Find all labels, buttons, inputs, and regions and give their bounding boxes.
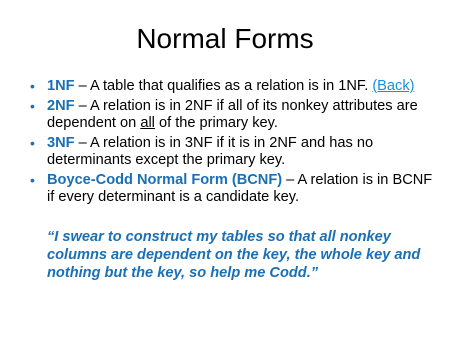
term-2nf: 2NF bbox=[47, 98, 75, 114]
bullet-bcnf bbox=[30, 172, 438, 206]
bullet-3nf bbox=[30, 135, 438, 169]
bullet-marker: • bbox=[30, 172, 35, 188]
term-1nf: 1NF bbox=[47, 78, 75, 94]
bullet-2nf-text-end: of the primary key. bbox=[154, 115, 278, 131]
bullet-bcnf-text: – A relation is in BCNF if every determinant is a candidate key. bbox=[47, 172, 433, 205]
back-link[interactable]: (Back) bbox=[372, 78, 415, 94]
term-bcnf: Boyce-Codd Normal Form (BCNF) bbox=[47, 172, 283, 188]
bullet-marker: • bbox=[30, 98, 35, 114]
bullet-3nf-text: – A relation is in 3NF if it is in 2NF and has no determinants except the primary key. bbox=[47, 135, 374, 168]
bullet-2nf bbox=[30, 98, 438, 132]
bullet-1nf bbox=[30, 78, 438, 95]
bullet-marker: • bbox=[30, 135, 35, 151]
bullet-list bbox=[30, 78, 438, 209]
underlined-all: all bbox=[140, 115, 155, 131]
bullet-marker: • bbox=[30, 78, 35, 94]
codd-quote: “I swear to construct my tables so that all nonkey columns are dependent on the key, the whole key and nothing but the key, so help me Codd.” bbox=[47, 229, 421, 281]
bullet-1nf-text: – A table that qualifies as a relation is in 1NF. bbox=[74, 78, 373, 94]
slide-title: Normal Forms bbox=[136, 23, 314, 54]
bullet-2nf-text: – A relation is in 2NF if all of its nonkey attributes are dependent on bbox=[47, 98, 418, 131]
term-3nf: 3NF bbox=[47, 135, 75, 151]
